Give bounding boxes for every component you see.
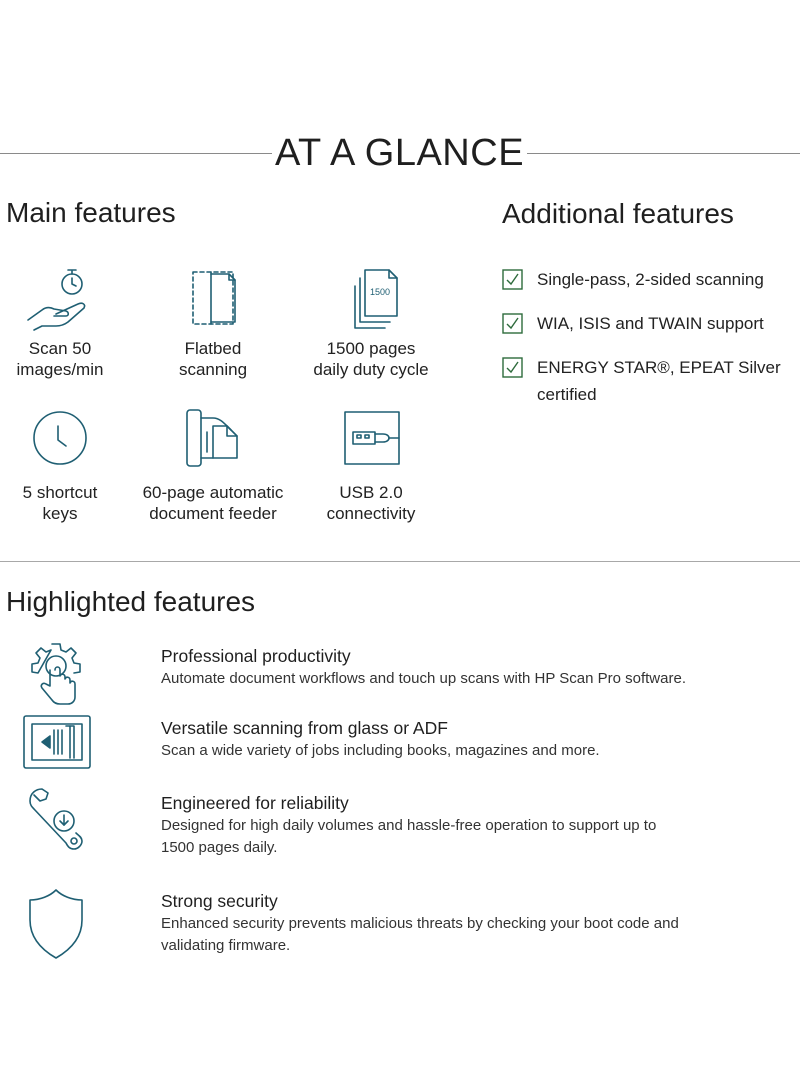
highlight-title: Engineered for reliability [161,793,349,813]
feature-flatbed [138,264,288,380]
gear-touch-icon [20,640,96,716]
highlight-text [161,645,781,690]
feature-label: 60-page automatic document feeder [142,483,284,523]
clock-icon [20,408,100,480]
checkbox-icon [502,313,523,334]
highlight-text [161,717,781,762]
feature-shortcut-keys [0,408,135,524]
feature-scan-speed [0,264,135,380]
document-feeder-icon [173,408,253,480]
highlight-desc: Scan a wide variety of jobs including books, magazines and more. [161,742,600,759]
checkbox-icon [502,269,523,290]
feature-label: 5 shortcut keys [22,483,98,523]
feature-label: Flatbed scanning [178,339,248,379]
feature-label: USB 2.0 connectivity [326,483,416,523]
title-row [0,130,800,180]
page-stack-icon [331,264,411,336]
highlight-title: Versatile scanning from glass or ADF [161,718,448,738]
highlighted-features-heading: Highlighted features [6,586,256,617]
glass-adf-icon [20,712,96,788]
wrench-icon [20,787,96,863]
highlight-desc: Enhanced security prevents malicious threats by checking your boot code and validating firmware. [161,915,679,954]
additional-features-heading: Additional features [502,198,734,229]
feature-label: Scan 50 images/min [16,339,104,379]
highlight-text [161,890,781,957]
svg-text:1500: 1500 [369,287,391,297]
additional-features-list [502,266,792,425]
highlight-title: Strong security [161,891,278,911]
list-item: Single-pass, 2-sided scanning [502,266,792,293]
title-rule-left [0,153,272,154]
hand-stopwatch-icon [20,264,100,336]
title-rule-right [527,153,800,154]
feature-label: 1500 pages daily duty cycle [313,339,429,379]
feature-duty-cycle [296,264,446,380]
highlight-desc: Automate document workflows and touch up scans with HP Scan Pro software. [161,670,686,687]
shield-icon [20,886,96,962]
flatbed-icon [173,264,253,336]
highlight-text [161,792,781,859]
section-divider [0,561,800,562]
list-item: ENERGY STAR®, EPEAT Silver certified [502,354,792,408]
usb-icon [331,408,411,480]
feature-usb [296,408,446,524]
highlight-desc: Designed for high daily volumes and hassle-free operation to support up to 1500 pages daily. [161,817,657,856]
list-item: WIA, ISIS and TWAIN support [502,310,792,337]
checkbox-icon [502,357,523,378]
highlight-title: Professional productivity [161,646,351,666]
page-title: AT A GLANCE [274,132,525,174]
main-features-heading: Main features [6,197,176,228]
feature-adf [138,408,288,524]
